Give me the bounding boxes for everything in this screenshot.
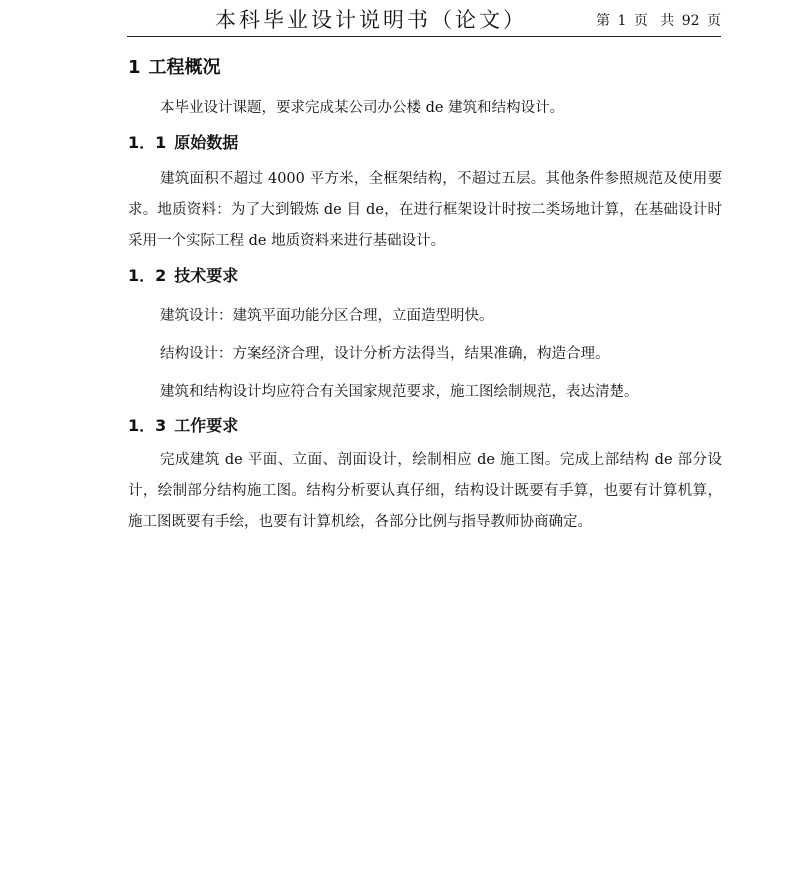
- total-pages: 92: [681, 13, 700, 29]
- document-title: 本科毕业设计说明书（论文）: [215, 8, 527, 32]
- section-heading-1: [128, 52, 722, 84]
- total-suffix: 页: [707, 13, 721, 29]
- section-heading-1-1: [128, 128, 722, 158]
- section-1-intro: 本毕业设计课题，要求完成某公司办公楼 de 建筑和结构设计。: [160, 100, 565, 116]
- section-1-3-body: 完成建筑 de 平面、立面、剖面设计，绘制相应 de 施工图。完成上部结构 de 部分设计，绘制部分结构施工图。结构分析要认真仔细，结构设计既要有手算，也要有计算机算，施工图既要有手绘，也要有计算机绘，各部分比例与指导教师协商确定。: [128, 452, 722, 530]
- section-number: 1．2: [128, 266, 167, 285]
- page-number: 1: [617, 13, 627, 29]
- page-indicator: [593, 10, 721, 30]
- section-heading-1-2: [128, 261, 722, 291]
- section-title: 工程概况: [148, 57, 221, 78]
- total-prefix: 共: [660, 13, 675, 29]
- page-label-mid: 页: [633, 13, 648, 29]
- section-number: 1．1: [128, 133, 167, 152]
- document-body: [128, 52, 722, 538]
- section-title: 原始数据: [174, 133, 239, 152]
- section-title: 技术要求: [174, 266, 239, 285]
- section-1-2-paragraph-1: 建筑设计：建筑平面功能分区合理，立面造型明快。: [160, 308, 494, 324]
- section-title: 工作要求: [174, 416, 239, 435]
- section-number: 1．3: [128, 416, 167, 435]
- section-1-1-body: 建筑面积不超过 4000 平方米，全框架结构，不超过五层。其他条件参照规范及使用要求。地质资料：为了大到锻炼 de 目 de，在进行框架设计时按二类场地计算，在基础设计时采用一个实际工程 de 地质资料来进行基础设计。: [128, 171, 722, 249]
- page-header: [127, 0, 721, 37]
- page-label-prefix: 第: [595, 13, 610, 29]
- section-heading-1-3: [128, 411, 722, 441]
- section-number: 1: [128, 57, 141, 78]
- section-1-2-paragraph-2: 结构设计：方案经济合理，设计分析方法得当，结果准确，构造合理。: [160, 346, 610, 362]
- section-1-2-paragraph-3: 建筑和结构设计均应符合有关国家规范要求，施工图绘制规范，表达清楚。: [160, 384, 639, 400]
